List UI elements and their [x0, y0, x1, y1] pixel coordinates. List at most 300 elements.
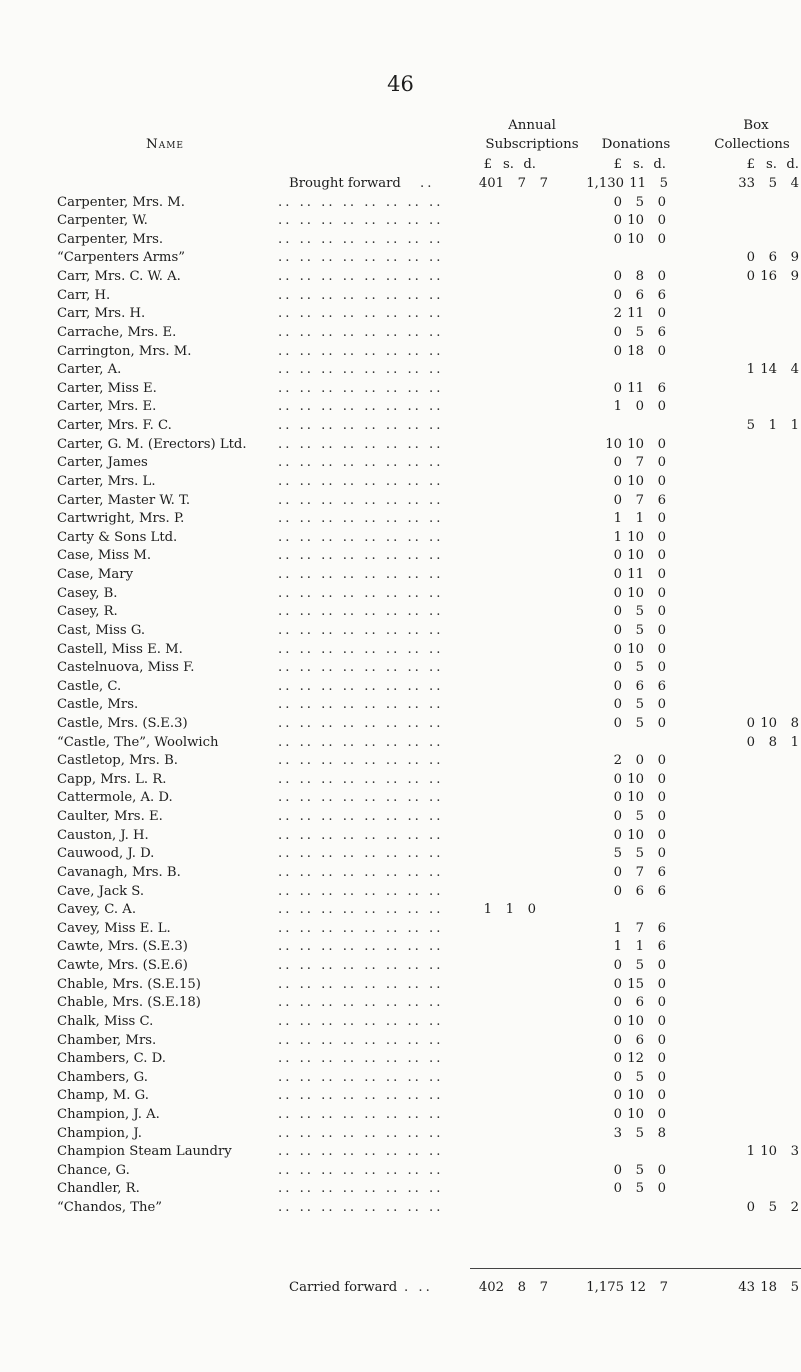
- total-rule: [470, 1268, 801, 1269]
- donation-amount-pounds: 0: [613, 492, 622, 508]
- table-row: [0, 324, 801, 342]
- donation-amount-shillings: 10: [627, 231, 644, 247]
- box-collection-amount-pounds: 1: [746, 362, 755, 378]
- leader-dots: .. .. .. .. .. .. .. ..: [278, 715, 444, 731]
- currency-pence: d.: [653, 157, 666, 172]
- donation-amount-pence: 0: [657, 548, 666, 564]
- box-collection-amount: [733, 715, 799, 733]
- donation-amount-shillings: 10: [627, 1088, 644, 1104]
- currency-pounds: £: [746, 157, 755, 172]
- leader-dots: ..: [420, 176, 435, 191]
- donations-currency-units: [600, 156, 666, 173]
- table-row: [0, 343, 801, 361]
- table-row: [0, 1050, 801, 1068]
- donation-amount-pence: 0: [657, 194, 666, 210]
- contributor-name: Castle, Mrs. (S.E.3): [57, 715, 188, 731]
- contributor-name: Carter, Master W. T.: [57, 492, 191, 508]
- table-row: [0, 1199, 801, 1217]
- donation-amount-shillings: 6: [635, 995, 644, 1011]
- donation-amount-shillings: 5: [635, 324, 644, 340]
- leader-dots: .. .. .. .. .. .. .. ..: [278, 641, 444, 657]
- bf-subscriptions-shillings: 7: [517, 176, 526, 191]
- contributor-name: “Chandos, The”: [57, 1200, 163, 1216]
- leader-dots: .. .. .. .. .. .. .. ..: [278, 1162, 444, 1178]
- table-row: [0, 827, 801, 845]
- donation-amount-pence: 0: [657, 976, 666, 992]
- donation-amount: [600, 1180, 666, 1198]
- donation-amount: [600, 566, 666, 584]
- table-row: [0, 231, 801, 249]
- table-row: [0, 771, 801, 789]
- donation-amount-pounds: 0: [613, 585, 622, 601]
- leader-dots: .. .. .. .. .. .. .. ..: [278, 213, 444, 229]
- donation-amount: [600, 231, 666, 249]
- leader-dots: .. .. .. .. .. .. .. ..: [278, 771, 444, 787]
- donation-amount-pence: 0: [657, 213, 666, 229]
- donation-amount-pounds: 1: [613, 939, 622, 955]
- donation-amount-pounds: 2: [613, 753, 622, 769]
- donation-amount: [600, 1106, 666, 1124]
- table-row: [0, 1125, 801, 1143]
- donation-amount-pence: 8: [657, 1125, 666, 1141]
- carried-forward-row: [0, 1279, 801, 1297]
- donation-amount-shillings: 5: [635, 604, 644, 620]
- leader-dots: .. .. .. .. .. .. .. ..: [278, 883, 444, 899]
- donation-amount-pence: 0: [657, 473, 666, 489]
- donation-amount-pounds: 0: [613, 1107, 622, 1122]
- donation-amount: [600, 287, 666, 305]
- donation-amount-pence: 0: [657, 1013, 666, 1029]
- donation-amount-pence: 0: [657, 1162, 666, 1178]
- donation-amount-pence: 0: [657, 958, 666, 974]
- donation-amount-pence: 0: [657, 436, 666, 452]
- donation-amount: [600, 808, 666, 826]
- donation-amount: [600, 305, 666, 323]
- donation-amount-shillings: 10: [627, 771, 644, 787]
- donation-amount-shillings: 7: [635, 864, 644, 880]
- leader-dots: .. .. .. .. .. .. .. ..: [278, 473, 444, 489]
- donation-amount-pence: 0: [657, 827, 666, 843]
- contributor-name: Cartwright, Mrs. P.: [57, 511, 185, 527]
- leader-dots: .. .. .. .. .. .. .. ..: [278, 324, 444, 340]
- donation-amount-pence: 6: [657, 492, 666, 508]
- donation-amount: [600, 641, 666, 659]
- table-row: [0, 678, 801, 696]
- donation-amount: [600, 1125, 666, 1143]
- currency-pounds: £: [483, 157, 492, 172]
- leader-dots: .. .. .. .. .. .. .. ..: [278, 455, 444, 471]
- donation-amount-shillings: 11: [627, 567, 644, 583]
- donation-amount-shillings: 10: [627, 641, 644, 657]
- donation-amount-pence: 0: [657, 455, 666, 471]
- donation-amount: [600, 547, 666, 565]
- donation-amount-pounds: 0: [613, 976, 622, 992]
- table-row: [0, 622, 801, 640]
- donation-amount-shillings: 5: [635, 1181, 644, 1197]
- currency-pounds: £: [613, 157, 622, 172]
- contributor-name: Carter, James: [57, 455, 148, 471]
- leader-dots: .. .. .. .. .. .. .. ..: [278, 622, 444, 638]
- donation-amount-pence: 0: [657, 790, 666, 806]
- donation-amount-shillings: 12: [627, 1051, 644, 1067]
- donation-amount-pounds: 0: [613, 827, 622, 843]
- donation-amount: [600, 212, 666, 230]
- donation-amount-pounds: 1: [613, 511, 622, 527]
- donation-amount-pounds: 0: [613, 269, 622, 285]
- table-row: [0, 1013, 801, 1031]
- contributor-name: Caulter, Mrs. E.: [57, 809, 163, 825]
- donation-amount-pounds: 0: [613, 864, 622, 880]
- donation-amount-pounds: 0: [613, 473, 622, 489]
- contributor-name: Case, Miss M.: [57, 548, 152, 564]
- table-row: [0, 901, 801, 919]
- box-collection-amount-shillings: 10: [760, 1144, 777, 1160]
- donation-amount-pounds: 0: [613, 455, 622, 471]
- name-column-header: Name: [146, 137, 185, 152]
- leader-dots: .. .. .. .. .. .. .. ..: [278, 902, 444, 918]
- donation-amount-pence: 0: [657, 1069, 666, 1085]
- contributor-name: Castle, Mrs.: [57, 697, 139, 713]
- donation-amount-pounds: 0: [613, 697, 622, 713]
- leader-dots: .. .. .. .. .. .. .. ..: [278, 809, 444, 825]
- leader-dots: .. .. .. .. .. .. .. ..: [278, 976, 444, 992]
- donation-amount: [600, 752, 666, 770]
- donation-amount-pounds: 0: [613, 231, 622, 247]
- donation-amount: [600, 1069, 666, 1087]
- brought-forward-row: [0, 175, 801, 193]
- donation-amount-pence: 6: [657, 287, 666, 303]
- leader-dots: .. .. .. .. .. .. .. ..: [278, 697, 444, 713]
- donation-amount-shillings: 6: [635, 287, 644, 303]
- cf-subscriptions-pounds: 402: [478, 1280, 504, 1295]
- bf-box-pounds: 33: [738, 176, 755, 191]
- contributor-name: Carter, A.: [57, 362, 122, 378]
- donation-amount-pence: 6: [657, 324, 666, 340]
- donation-amount-shillings: 6: [635, 883, 644, 899]
- box-collection-amount-pounds: 0: [746, 1200, 755, 1216]
- leader-dots: .. .. .. .. .. .. .. ..: [278, 306, 444, 322]
- contributor-name: Carter, G. M. (Erectors) Ltd.: [57, 436, 247, 452]
- contributor-name: Capp, Mrs. L. R.: [57, 771, 167, 787]
- donation-amount-pence: 6: [657, 678, 666, 694]
- donation-amount-pence: 6: [657, 920, 666, 936]
- table-row: [0, 585, 801, 603]
- donation-amount-pounds: 0: [613, 1032, 622, 1048]
- donation-amount-pence: 0: [657, 306, 666, 322]
- leader-dots: . ..: [404, 1280, 433, 1295]
- donation-amount-pence: 0: [657, 771, 666, 787]
- box-collection-amount-shillings: 16: [760, 269, 777, 285]
- leader-dots: .. .. .. .. .. .. .. ..: [278, 362, 444, 378]
- table-row: [0, 566, 801, 584]
- table-row: [0, 249, 801, 267]
- donation-amount: [600, 1013, 666, 1031]
- donation-amount-shillings: 11: [627, 306, 644, 322]
- box-currency-units: [733, 156, 799, 173]
- donation-amount-pence: 0: [657, 1051, 666, 1067]
- currency-pence: d.: [523, 157, 536, 172]
- donation-amount: [600, 585, 666, 603]
- table-row: [0, 194, 801, 212]
- subscription-amount-pence: 0: [527, 902, 536, 918]
- subscription-amount-pounds: 1: [483, 902, 492, 918]
- leader-dots: .. .. .. .. .. .. .. ..: [278, 790, 444, 806]
- contributor-name: Carpenter, Mrs.: [57, 231, 164, 247]
- donation-amount-pounds: 2: [613, 306, 622, 322]
- bf-donations-pence: 5: [659, 176, 668, 191]
- donation-amount: [600, 436, 666, 454]
- contributor-name: Casey, R.: [57, 604, 118, 620]
- donation-amount-pounds: 3: [613, 1125, 622, 1141]
- leader-dots: .. .. .. .. .. .. .. ..: [278, 660, 444, 676]
- donation-amount-shillings: 7: [635, 920, 644, 936]
- donation-amount-shillings: 0: [635, 399, 644, 415]
- table-row: [0, 454, 801, 472]
- donation-amount-pounds: 0: [613, 287, 622, 303]
- donation-amount-pounds: 1: [613, 399, 622, 415]
- table-row: [0, 1162, 801, 1180]
- donation-amount-pounds: 0: [613, 790, 622, 806]
- donation-amount: [600, 696, 666, 714]
- table-row: [0, 1180, 801, 1198]
- donation-amount: [600, 789, 666, 807]
- donation-amount-pounds: 0: [613, 771, 622, 787]
- contributor-name: Chambers, C. D.: [57, 1051, 166, 1067]
- donation-amount-shillings: 5: [635, 1069, 644, 1085]
- leader-dots: .. .. .. .. .. .. .. ..: [278, 939, 444, 955]
- donation-amount: [600, 380, 666, 398]
- table-row: [0, 641, 801, 659]
- leader-dots: .. .. .. .. .. .. .. ..: [278, 287, 444, 303]
- cf-box-pence: 5: [790, 1280, 799, 1295]
- donation-amount-shillings: 10: [627, 473, 644, 489]
- donation-amount-pence: 0: [657, 641, 666, 657]
- contributor-name: Champion, J.: [57, 1125, 142, 1141]
- box-collection-amount: [733, 734, 799, 752]
- table-row: [0, 864, 801, 882]
- subscriptions-currency-units: [470, 156, 536, 173]
- leader-dots: .. .. .. .. .. .. .. ..: [278, 734, 444, 750]
- donation-amount-pence: 6: [657, 939, 666, 955]
- contributor-name: Champion, J. A.: [57, 1107, 160, 1122]
- donation-amount-pence: 0: [657, 809, 666, 825]
- table-row: [0, 436, 801, 454]
- donation-amount: [600, 268, 666, 286]
- box-collection-amount-shillings: 5: [768, 1200, 777, 1216]
- donation-amount-pounds: 0: [613, 380, 622, 396]
- contributor-name: Cawte, Mrs. (S.E.6): [57, 958, 188, 974]
- donation-amount-pounds: 0: [613, 1088, 622, 1104]
- donation-amount-pounds: 0: [613, 1013, 622, 1029]
- donation-amount-pounds: 0: [613, 343, 622, 359]
- table-row: [0, 920, 801, 938]
- leader-dots: .. .. .. .. .. .. .. ..: [278, 827, 444, 843]
- donation-amount-pence: 0: [657, 231, 666, 247]
- table-row: [0, 547, 801, 565]
- donation-amount-shillings: 5: [635, 660, 644, 676]
- box-collection-amount: [733, 1199, 799, 1217]
- donation-amount: [600, 994, 666, 1012]
- carried-forward-label: Carried forward: [289, 1280, 398, 1295]
- leader-dots: .. .. .. .. .. .. .. ..: [278, 1144, 444, 1160]
- donation-amount-pounds: 0: [613, 622, 622, 638]
- donation-amount-shillings: 15: [627, 976, 644, 992]
- donation-amount-pence: 0: [657, 511, 666, 527]
- box-collection-amount-shillings: 10: [760, 715, 777, 731]
- donation-amount-pence: 0: [657, 585, 666, 601]
- donation-amount-shillings: 10: [627, 585, 644, 601]
- table-row: [0, 529, 801, 547]
- bf-box-pence: 4: [790, 176, 799, 191]
- donation-amount-pounds: 0: [613, 958, 622, 974]
- leader-dots: .. .. .. .. .. .. .. ..: [278, 604, 444, 620]
- bf-donations-pounds: 1,130: [586, 176, 624, 191]
- contributor-name: Cavanagh, Mrs. B.: [57, 864, 181, 880]
- contributor-name: Cattermole, A. D.: [57, 790, 173, 806]
- donation-amount-shillings: 1: [635, 939, 644, 955]
- donation-amount: [600, 1032, 666, 1050]
- table-row: [0, 845, 801, 863]
- donation-amount: [600, 976, 666, 994]
- donation-amount-shillings: 5: [635, 622, 644, 638]
- box-collection-amount: [733, 1143, 799, 1161]
- donation-amount-pence: 0: [657, 753, 666, 769]
- cf-subscriptions-shillings: 8: [517, 1280, 526, 1295]
- contributor-name: Carrache, Mrs. E.: [57, 324, 177, 340]
- donation-amount-pence: 0: [657, 269, 666, 285]
- leader-dots: .. .. .. .. .. .. .. ..: [278, 864, 444, 880]
- donation-amount-shillings: 1: [635, 511, 644, 527]
- donation-amount: [600, 920, 666, 938]
- contributor-name: Chambers, G.: [57, 1069, 148, 1085]
- cf-box-pounds: 43: [738, 1280, 755, 1295]
- box-collection-amount: [733, 249, 799, 267]
- leader-dots: .. .. .. .. .. .. .. ..: [278, 511, 444, 527]
- bf-donations-shillings: 11: [629, 176, 646, 191]
- cf-box: [733, 1279, 799, 1297]
- leader-dots: .. .. .. .. .. .. .. ..: [278, 250, 444, 266]
- donation-amount-pounds: 0: [613, 324, 622, 340]
- contributor-name: Castell, Miss E. M.: [57, 641, 183, 657]
- contributor-name: Carr, H.: [57, 287, 111, 303]
- page-number: 46: [387, 72, 414, 96]
- box-collection-amount-shillings: 8: [768, 734, 777, 750]
- contributor-name: Cast, Miss G.: [57, 622, 146, 638]
- contributor-name: Cave, Jack S.: [57, 883, 145, 899]
- annual-header-line1: Annual: [508, 118, 556, 133]
- leader-dots: .. .. .. .. .. .. .. ..: [278, 492, 444, 508]
- bf-box: [733, 175, 799, 193]
- donation-amount-pence: 0: [657, 529, 666, 545]
- leader-dots: .. .. .. .. .. .. .. ..: [278, 958, 444, 974]
- table-row: [0, 473, 801, 491]
- donation-amount-pounds: 0: [613, 641, 622, 657]
- contributor-name: Champion Steam Laundry: [57, 1144, 232, 1160]
- donation-amount-shillings: 11: [627, 380, 644, 396]
- leader-dots: .. .. .. .. .. .. .. ..: [278, 846, 444, 862]
- donation-amount-shillings: 10: [627, 548, 644, 564]
- contributor-name: Causton, J. H.: [57, 827, 149, 843]
- contributor-name: Chamber, Mrs.: [57, 1032, 157, 1048]
- donation-amount-shillings: 5: [635, 846, 644, 862]
- table-row: [0, 994, 801, 1012]
- leader-dots: .. .. .. .. .. .. .. ..: [278, 269, 444, 285]
- contributor-name: Chalk, Miss C.: [57, 1013, 154, 1029]
- bf-subscriptions: [470, 175, 548, 193]
- box-collection-amount-pence: 1: [790, 734, 799, 750]
- donation-amount-shillings: 10: [627, 436, 644, 452]
- currency-shillings: s.: [766, 157, 777, 172]
- box-collection-amount-pounds: 0: [746, 734, 755, 750]
- donation-amount: [600, 529, 666, 547]
- table-row: [0, 1087, 801, 1105]
- donation-amount-shillings: 5: [635, 194, 644, 210]
- bf-subscriptions-pounds: 401: [478, 176, 504, 191]
- donation-amount-shillings: 8: [635, 269, 644, 285]
- donation-amount: [600, 1050, 666, 1068]
- donation-amount: [600, 492, 666, 510]
- leader-dots: .. .. .. .. .. .. .. ..: [278, 548, 444, 564]
- donation-amount-pence: 0: [657, 715, 666, 731]
- contributor-name: Chandler, R.: [57, 1181, 140, 1197]
- table-row: [0, 808, 801, 826]
- leader-dots: .. .. .. .. .. .. .. ..: [278, 1088, 444, 1104]
- leader-dots: .. .. .. .. .. .. .. ..: [278, 1013, 444, 1029]
- table-row: [0, 1069, 801, 1087]
- donation-amount: [600, 845, 666, 863]
- donation-amount: [600, 771, 666, 789]
- donation-amount-shillings: 6: [635, 1032, 644, 1048]
- bf-box-shillings: 5: [768, 176, 777, 191]
- cf-donations-shillings: 12: [629, 1280, 646, 1295]
- donation-amount: [600, 473, 666, 491]
- donation-amount: [600, 883, 666, 901]
- donation-amount: [600, 398, 666, 416]
- contributor-name: “Castle, The”, Woolwich: [57, 734, 219, 750]
- leader-dots: .. .. .. .. .. .. .. ..: [278, 1051, 444, 1067]
- table-row: [0, 1106, 801, 1124]
- box-collection-amount-pounds: 0: [746, 715, 755, 731]
- table-row: [0, 883, 801, 901]
- donation-amount: [600, 1087, 666, 1105]
- donation-amount-pounds: 1: [613, 529, 622, 545]
- cf-donations-pounds: 1,175: [586, 1280, 624, 1295]
- donation-amount-shillings: 10: [627, 827, 644, 843]
- donation-amount-pounds: 0: [613, 883, 622, 899]
- cf-donations-pence: 7: [659, 1280, 668, 1295]
- donation-amount-pounds: 0: [613, 213, 622, 229]
- donation-amount-pounds: 0: [613, 1051, 622, 1067]
- box-collection-amount-pounds: 5: [746, 418, 755, 434]
- donation-amount-shillings: 5: [635, 715, 644, 731]
- leader-dots: .. .. .. .. .. .. .. ..: [278, 1107, 444, 1122]
- donation-amount-pounds: 0: [613, 809, 622, 825]
- donation-amount: [600, 827, 666, 845]
- donation-amount-pounds: 0: [613, 604, 622, 620]
- donation-amount-shillings: 10: [627, 1013, 644, 1029]
- table-row: [0, 417, 801, 435]
- leader-dots: .. .. .. .. .. .. .. ..: [278, 753, 444, 769]
- donation-amount-pence: 6: [657, 864, 666, 880]
- table-row: [0, 305, 801, 323]
- cf-box-shillings: 18: [760, 1280, 777, 1295]
- bf-donations: [584, 175, 668, 193]
- table-row: [0, 659, 801, 677]
- box-collection-amount: [733, 268, 799, 286]
- leader-dots: .. .. .. .. .. .. .. ..: [278, 1125, 444, 1141]
- contributor-name: Chable, Mrs. (S.E.18): [57, 995, 201, 1011]
- subscriptions-column-header: Subscriptions: [485, 137, 579, 152]
